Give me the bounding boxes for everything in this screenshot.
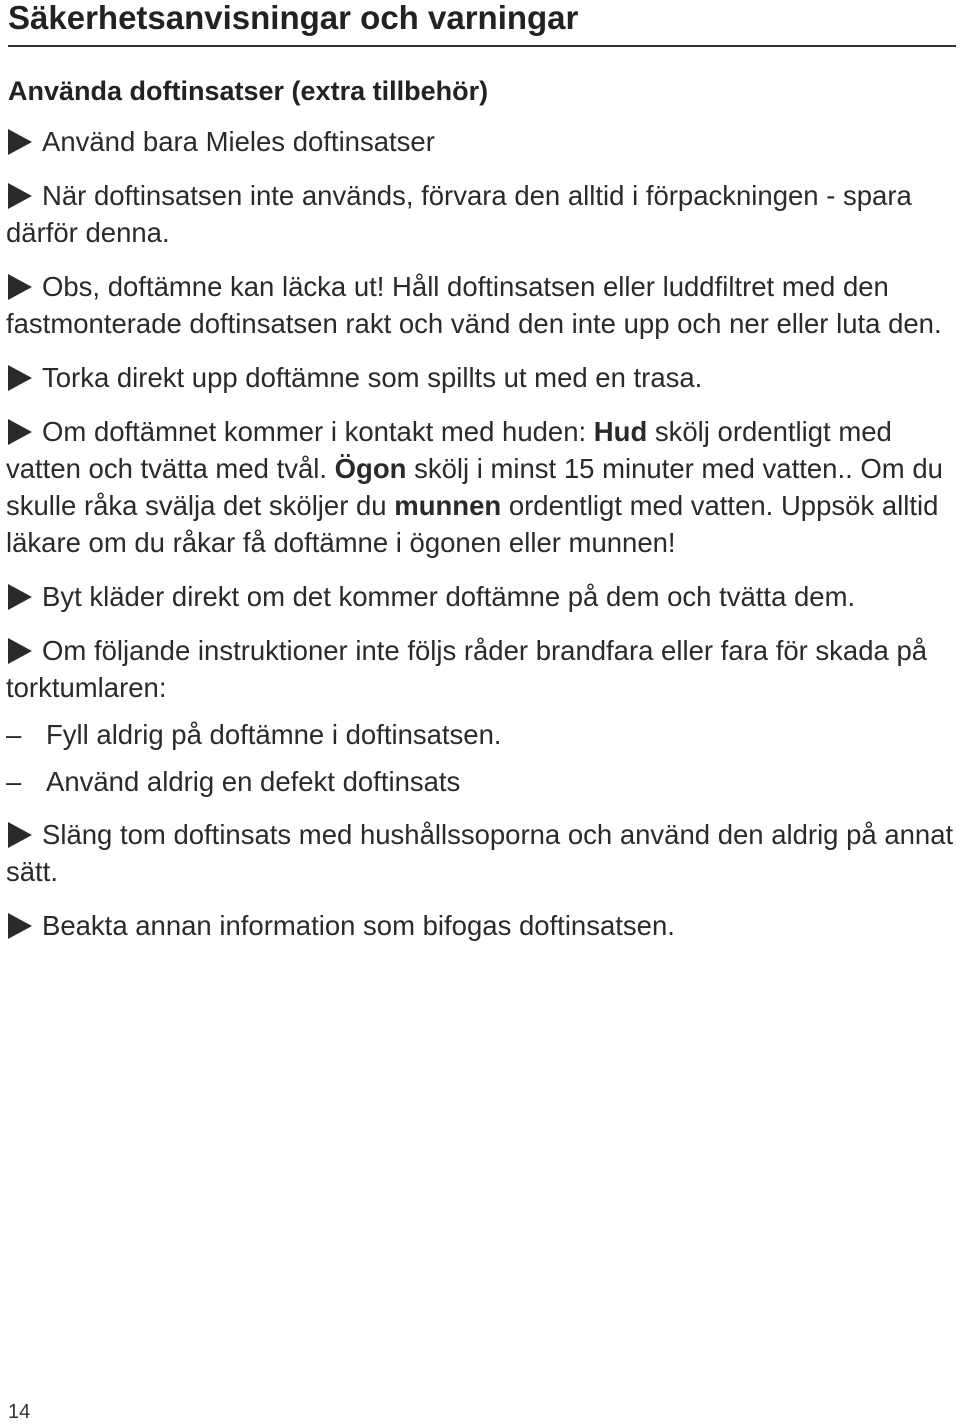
emphasis-mouth: munnen: [394, 490, 502, 521]
instruction-item-8: [6, 816, 954, 890]
instruction-text: Om doftämnet kommer i kontakt med huden:: [42, 416, 594, 447]
arrow-right-icon: [8, 129, 32, 155]
instruction-item-2: [6, 177, 954, 251]
emphasis-skin: Hud: [593, 416, 648, 447]
arrow-right-icon: [8, 913, 32, 939]
arrow-right-icon: [8, 274, 32, 300]
page-number: 14: [8, 1401, 31, 1423]
dash-item-2: [6, 763, 954, 800]
instruction-item-9: [6, 907, 954, 944]
dash-mark: –: [6, 766, 22, 797]
instruction-list: [6, 123, 954, 944]
instruction-text: Släng tom doftinsats med hushållssoporna och använd den aldrig på annat sätt.: [6, 819, 954, 887]
instruction-item-1: [6, 123, 954, 160]
instruction-item-7: [6, 632, 954, 706]
dash-item-1: [6, 716, 954, 753]
instruction-text: Obs, doftämne kan läcka ut! Håll doftinsatsen eller luddfiltret med den fastmonterade doftinsatsen rakt och vänd den inte upp och ner eller luta den.: [6, 271, 942, 339]
instruction-item-4: [6, 359, 954, 396]
arrow-right-icon: [8, 419, 32, 445]
dash-mark: –: [6, 719, 22, 750]
instruction-item-3: [6, 268, 954, 342]
arrow-right-icon: [8, 584, 32, 610]
instruction-item-5: [6, 413, 954, 561]
page-title: Säkerhetsanvisningar och varningar: [8, 0, 579, 36]
title-divider: [8, 45, 956, 47]
arrow-right-icon: [8, 822, 32, 848]
instruction-text: skölj i minst 15 minuter med vatten.. Om du skulle råka svälja det sköljer du: [6, 453, 943, 521]
instruction-text: Använd bara Mieles doftinsatser: [42, 126, 435, 157]
instruction-item-6: [6, 578, 954, 615]
arrow-right-icon: [8, 365, 32, 391]
instruction-text: Byt kläder direkt om det kommer doftämne på dem och tvätta dem.: [42, 581, 856, 612]
dash-text: Fyll aldrig på doftämne i doftinsatsen.: [46, 719, 502, 750]
instruction-text: Torka direkt upp doftämne som spillts ut med en trasa.: [42, 362, 703, 393]
instruction-text: skölj ordentligt med vatten och tvätta med tvål.: [6, 416, 892, 484]
instruction-text: ordentligt med vatten. Uppsök alltid läkare om du råkar få doftämne i ögonen eller munnen!: [6, 490, 939, 558]
instruction-text: När doftinsatsen inte används, förvara den alltid i förpackningen - spara därför denna.: [6, 180, 912, 248]
emphasis-eyes: Ögon: [334, 453, 407, 484]
instruction-text: Om följande instruktioner inte följs råder brandfara eller fara för skada på torktumlaren:: [6, 635, 928, 703]
arrow-right-icon: [8, 183, 32, 209]
instruction-text: Beakta annan information som bifogas doftinsatsen.: [42, 910, 675, 941]
section-heading: Använda doftinsatser (extra tillbehör): [8, 76, 489, 106]
dash-text: Använd aldrig en defekt doftinsats: [46, 766, 461, 797]
arrow-right-icon: [8, 638, 32, 664]
